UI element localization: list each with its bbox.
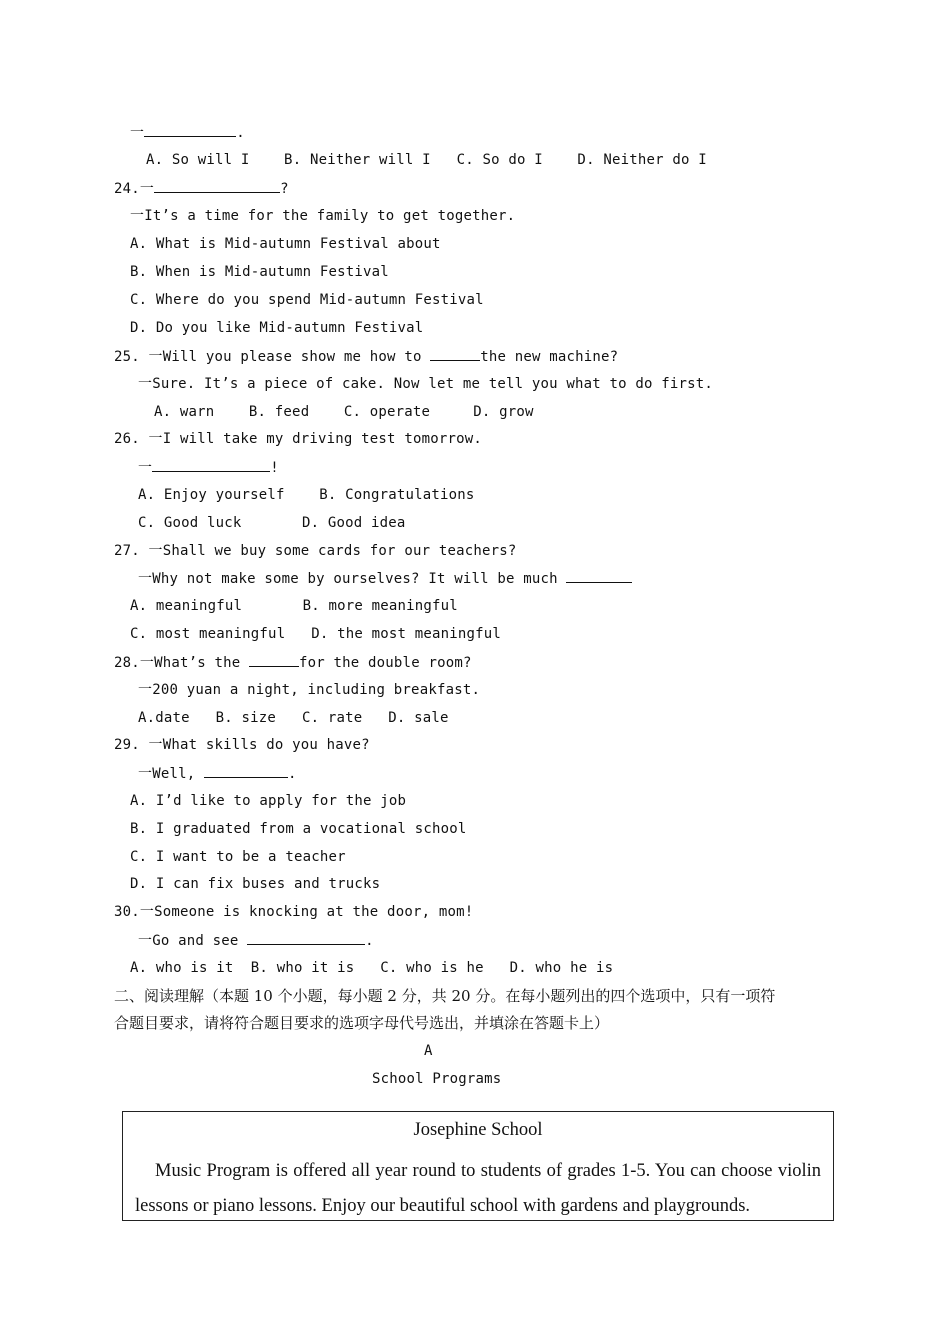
q24-option-a: A. What is Mid-autumn Festival about — [130, 236, 441, 252]
q29-option-c: C. I want to be a teacher — [130, 849, 346, 865]
q26-options-ab: A. Enjoy yourself B. Congratulations — [138, 487, 475, 503]
q24-option-d: D. Do you like Mid-autumn Festival — [130, 320, 424, 336]
box-title: Josephine School — [413, 1120, 543, 1140]
q28-response: 一200 yuan a night, including breakfast. — [138, 682, 481, 698]
answer-blank — [154, 178, 280, 193]
q25-question: 25. 一Will you please show me how to the new machine? — [114, 346, 618, 366]
q29-option-d: D. I can fix buses and trucks — [130, 876, 381, 892]
q27-question: 27. 一Shall we buy some cards for our teachers? — [114, 543, 517, 559]
q29-question: 29. 一What skills do you have? — [114, 737, 370, 753]
q24-response: 一It’s a time for the family to get together. — [130, 208, 516, 224]
q30-options: A. who is it B. who it is C. who is he D. who he is — [130, 960, 614, 976]
passage-title: School Programs — [372, 1071, 502, 1087]
answer-blank — [152, 457, 270, 472]
q30-question: 30.一Someone is knocking at the door, mom! — [114, 904, 474, 920]
answer-blank — [247, 930, 365, 945]
q24-option-c: C. Where do you spend Mid-autumn Festival — [130, 292, 484, 308]
q30-response: 一Go and see . — [138, 930, 374, 950]
q24-question: 24.一 ? — [114, 178, 289, 198]
q24-option-b: B. When is Mid-autumn Festival — [130, 264, 389, 280]
section-heading-line-1: 二、阅读理解（本题 10 个小题，每小题 2 分，共 20 分。在每小题列出的四个选项中，只有一项符 — [114, 987, 776, 1005]
answer-blank — [430, 346, 480, 361]
answer-blank — [204, 763, 288, 778]
passage-box — [122, 1111, 834, 1221]
section-heading-line-2: 合题目要求，请将符合题目要求的选项字母代号选出，并填涂在答题卡上） — [114, 1014, 610, 1032]
q26-question: 26. 一I will take my driving test tomorrow. — [114, 431, 482, 447]
q27-response: 一Why not make some by ourselves? It will be much — [138, 568, 632, 588]
q25-options: A. warn B. feed C. operate D. grow — [154, 404, 534, 420]
q28-question: 28.一What’s the for the double room? — [114, 652, 472, 672]
q23-options: A. So will I B. Neither will I C. So do I D. Neither do I — [146, 152, 707, 168]
q27-options-cd: C. most meaningful D. the most meaningful — [130, 626, 502, 642]
box-text: Music Program is offered all year round to students of grades 1-5. You can choose violin lessons or piano lessons. Enjoy our beautiful school with gardens and playgrounds. — [135, 1161, 821, 1216]
passage-label: A — [424, 1043, 433, 1059]
answer-blank — [249, 652, 299, 667]
q28-options: A.date B. size C. rate D. sale — [138, 710, 449, 726]
q29-response: 一Well, . — [138, 763, 297, 783]
q26-response: 一 ! — [138, 457, 279, 477]
answer-blank — [566, 568, 632, 583]
q25-response: 一Sure. It’s a piece of cake. Now let me tell you what to do first. — [138, 376, 714, 392]
answer-blank — [144, 122, 236, 137]
q23-answer-line: 一 . — [130, 122, 245, 142]
q29-option-a: A. I’d like to apply for the job — [130, 793, 407, 809]
q29-option-b: B. I graduated from a vocational school — [130, 821, 467, 837]
q26-options-cd: C. Good luck D. Good idea — [138, 515, 406, 531]
q27-options-ab: A. meaningful B. more meaningful — [130, 598, 458, 614]
box-text-container — [135, 1154, 821, 1224]
